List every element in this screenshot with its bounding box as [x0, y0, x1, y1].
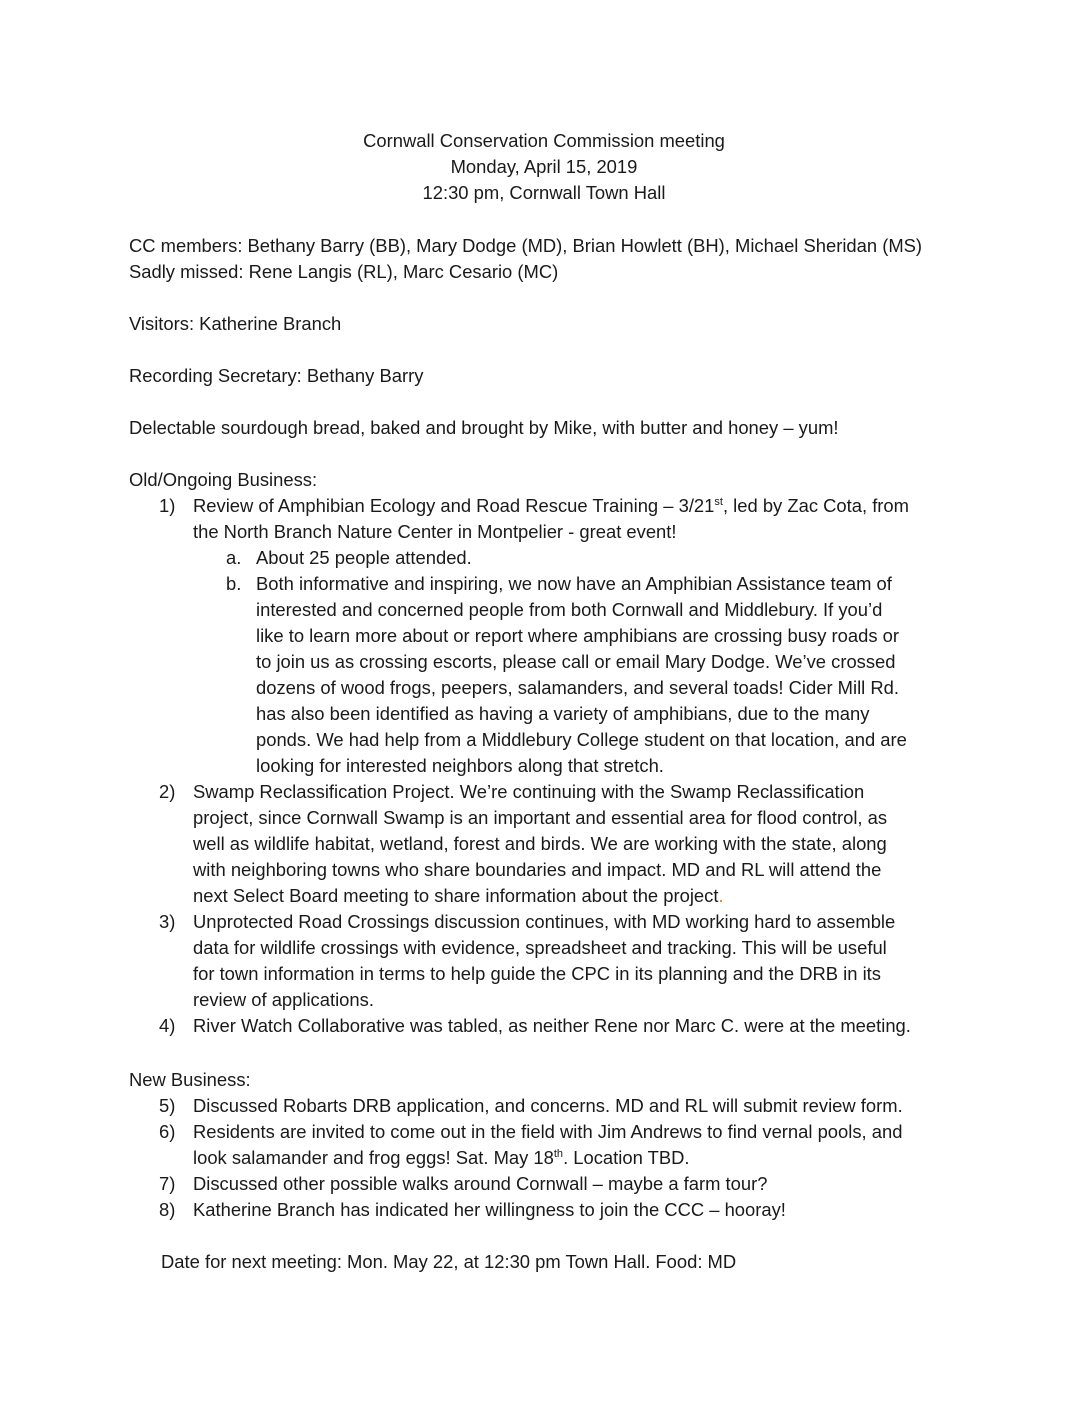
visitors-section — [129, 311, 969, 337]
sub-item-line: has also been identified as having a variety of amphibians, due to the many — [256, 703, 870, 724]
food-section — [129, 415, 969, 441]
item-line: River Watch Collaborative was tabled, as neither Rene nor Marc C. were at the meeting. — [193, 1015, 911, 1036]
new-business-heading: New Business: — [129, 1069, 251, 1090]
list-item — [129, 1119, 969, 1171]
item-number: 6) — [159, 1121, 176, 1142]
meeting-time-location: 12:30 pm, Cornwall Town Hall — [422, 182, 666, 203]
item-line: Discussed other possible walks around Cornwall – maybe a farm tour? — [193, 1173, 768, 1194]
meeting-title: Cornwall Conservation Commission meeting — [363, 130, 725, 151]
meeting-header — [0, 128, 1088, 206]
item-number: 7) — [159, 1173, 176, 1194]
item-line: well as wildlife habitat, wetland, forest and birds. We are working with the state, along — [193, 833, 887, 854]
list-item — [129, 1013, 969, 1039]
sub-item — [129, 545, 969, 571]
item-number: 4) — [159, 1015, 176, 1036]
item-line: Residents are invited to come out in the field with Jim Andrews to find vernal pools, and — [193, 1121, 903, 1142]
attendance-section — [129, 233, 969, 285]
list-item — [129, 1197, 969, 1223]
item-line: next Select Board meeting to share information about the project. — [193, 885, 724, 906]
item-line: Unprotected Road Crossings discussion continues, with MD working hard to assemble — [193, 911, 896, 932]
item-line: with neighboring towns who share boundaries and impact. MD and RL will attend the — [193, 859, 882, 880]
item-number: 2) — [159, 781, 176, 802]
sub-item-line: like to learn more about or report where amphibians are crossing busy roads or — [256, 625, 899, 646]
list-item — [129, 1093, 969, 1119]
item-number: 1) — [159, 495, 176, 516]
item-line: look salamander and frog eggs! Sat. May 18th. Location TBD. — [193, 1147, 690, 1168]
item-line: Katherine Branch has indicated her willingness to join the CCC – hooray! — [193, 1199, 786, 1220]
sub-item-letter: a. — [226, 547, 242, 568]
missed-line: Sadly missed: Rene Langis (RL), Marc Cesario (MC) — [129, 261, 559, 282]
old-business-heading-block — [129, 467, 969, 493]
sub-item-letter: b. — [226, 573, 242, 594]
list-item — [129, 779, 969, 909]
sub-item-line: looking for interested neighbors along that stretch. — [256, 755, 664, 776]
new-business-list — [129, 1093, 969, 1223]
item-line: Discussed Robarts DRB application, and concerns. MD and RL will submit review form. — [193, 1095, 903, 1116]
next-meeting-section — [161, 1249, 1001, 1275]
next-meeting-line: Date for next meeting: Mon. May 22, at 12:30 pm Town Hall. Food: MD — [161, 1251, 737, 1272]
sub-item-line: Both informative and inspiring, we now have an Amphibian Assistance team of — [256, 573, 892, 594]
sub-item-line: ponds. We had help from a Middlebury College student on that location, and are — [256, 729, 907, 750]
list-item — [129, 1171, 969, 1197]
list-item — [129, 909, 969, 1013]
sub-item-line: to join us as crossing escorts, please call or email Mary Dodge. We’ve crossed — [256, 651, 896, 672]
item-number: 3) — [159, 911, 176, 932]
item-line: project, since Cornwall Swamp is an important and essential area for flood control, as — [193, 807, 888, 828]
new-business-heading-block — [129, 1067, 969, 1093]
old-business-heading: Old/Ongoing Business: — [129, 469, 318, 490]
item-line: for town information in terms to help guide the CPC in its planning and the DRB in its — [193, 963, 881, 984]
trailing-mark: . — [718, 885, 724, 906]
old-business-list — [129, 493, 969, 1039]
item-line: review of applications. — [193, 989, 374, 1010]
item-number: 8) — [159, 1199, 176, 1220]
item-line: the North Branch Nature Center in Montpelier - great event! — [193, 521, 677, 542]
sub-item-line: About 25 people attended. — [256, 547, 472, 568]
meeting-date: Monday, April 15, 2019 — [450, 156, 638, 177]
sub-item-line: dozens of wood frogs, peepers, salamanders, and several toads! Cider Mill Rd. — [256, 677, 899, 698]
item-line: Swamp Reclassification Project. We’re continuing with the Swamp Reclassification — [193, 781, 865, 802]
food-line: Delectable sourdough bread, baked and brought by Mike, with butter and honey – yum! — [129, 417, 839, 438]
item-number: 5) — [159, 1095, 176, 1116]
sub-item — [129, 571, 969, 779]
list-item — [129, 493, 969, 545]
secretary-section — [129, 363, 969, 389]
item-line: Review of Amphibian Ecology and Road Rescue Training – 3/21st, led by Zac Cota, from — [193, 495, 909, 516]
members-line: CC members: Bethany Barry (BB), Mary Dodge (MD), Brian Howlett (BH), Michael Sheridan (MS) — [129, 235, 923, 256]
visitors-line: Visitors: Katherine Branch — [129, 313, 342, 334]
secretary-line: Recording Secretary: Bethany Barry — [129, 365, 424, 386]
sub-item-line: interested and concerned people from both Cornwall and Middlebury. If you’d — [256, 599, 883, 620]
item-line: data for wildlife crossings with evidence, spreadsheet and tracking. This will be useful — [193, 937, 887, 958]
